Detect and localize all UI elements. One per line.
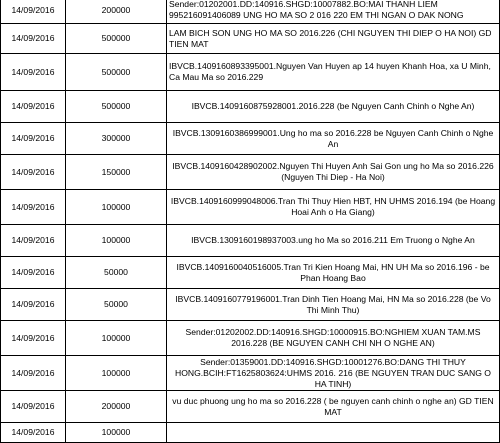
cell-description: IBVCB.1409160779196001.Tran Dinh Tien Hoang Mai, HN Ma so 2016.228 (be Vo Thi Minh Thu) [167,289,500,321]
cell-amount: 200000 [66,0,167,24]
cell-description: Sender:01202002.DD:140916.SHGD:10000915.BO:NGHIEM XUAN TAM.MS 2016.228 (BE NGUYEN CANH CHI NH O NGHE AN) [167,321,500,356]
cell-description: IBVCB.1409160875928001.2016.228 (be Nguyen Canh Chinh o Nghe An) [167,91,500,123]
cell-description: IBVCB.1409160040516005.Tran Tri Kien Hoang Mai, HN UH Ma so 2016.196 - be Phan Hoang Bao [167,257,500,289]
cell-description: Sender:01202001.DD:140916.SHGD:10007882.BO:MAI THANH LIEM 995216091406089 UNG HO MA SO 2 016 220 EM THI NGAN O DAK NONG [167,0,500,24]
table-row [1,24,500,54]
cell-amount: 100000 [66,190,167,225]
table-row [1,257,500,289]
table-row [1,190,500,225]
cell-date: 14/09/2016 [1,391,66,423]
cell-amount: 200000 [66,391,167,423]
cell-description: LAM BICH SON UNG HO MA SO 2016.226 (CHI NGUYEN THI DIEP O HA NOI) GD TIEN MAT [167,24,500,54]
cell-description: IBVCB.1409160999048006.Tran Thi Thuy Hien HBT, HN UHMS 2016.194 (be Hoang Hoai Anh o Ha Giang) [167,190,500,225]
cell-date: 14/09/2016 [1,0,66,24]
table-row [1,155,500,190]
cell-description: IBVCB.1409160428902002.Nguyen Thi Huyen Anh Sai Gon ung ho Ma so 2016.226 (Nguyen Thi Diep - Ha Noi) [167,155,500,190]
cell-date: 14/09/2016 [1,155,66,190]
cell-amount: 500000 [66,54,167,91]
table-row [1,391,500,423]
cell-date: 14/09/2016 [1,190,66,225]
cell-date: 14/09/2016 [1,423,66,443]
cell-date: 14/09/2016 [1,24,66,54]
cell-description [167,423,500,443]
cell-amount: 100000 [66,356,167,391]
cell-amount: 100000 [66,321,167,356]
table-row [1,321,500,356]
cell-date: 14/09/2016 [1,257,66,289]
cell-amount: 50000 [66,257,167,289]
cell-description: IBVCB.1309160198937003.ung ho Ma so 2016.211 Em Truong o Nghe An [167,225,500,257]
cell-date: 14/09/2016 [1,321,66,356]
cell-amount: 100000 [66,423,167,443]
cell-date: 14/09/2016 [1,289,66,321]
table-row [1,356,500,391]
cell-description: vu duc phuong ung ho ma so 2016.228 ( be nguyen canh chinh o nghe an) GD TIEN MAT [167,391,500,423]
cell-amount: 500000 [66,24,167,54]
cell-description: IBVCB.1309160386999001.Ung ho ma so 2016.228 be Nguyen Canh Chinh o Nghe An [167,123,500,155]
cell-date: 14/09/2016 [1,225,66,257]
cell-date: 14/09/2016 [1,123,66,155]
table-row [1,123,500,155]
donation-table-body [1,0,500,443]
cell-description: Sender:01359001.DD:140916.SHGD:10001276.BO:DANG THI THUY HONG.BCIH:FT1625803624:UHMS 2016. 216 (BE NGUYEN TRAN DUC SANG O HA TINH) [167,356,500,391]
table-row [1,91,500,123]
table-row [1,423,500,443]
table-row [1,0,500,24]
cell-amount: 150000 [66,155,167,190]
cell-date: 14/09/2016 [1,54,66,91]
cell-date: 14/09/2016 [1,91,66,123]
cell-date: 14/09/2016 [1,356,66,391]
cell-amount: 50000 [66,289,167,321]
cell-amount: 300000 [66,123,167,155]
cell-amount: 100000 [66,225,167,257]
table-row [1,289,500,321]
cell-amount: 500000 [66,91,167,123]
cell-description: IBVCB.1409160893395001.Nguyen Van Huyen ap 14 huyen Khanh Hoa, xa U Minh, Ca Mau Ma so 2016.229 [167,54,500,91]
table-row [1,225,500,257]
table-row [1,54,500,91]
